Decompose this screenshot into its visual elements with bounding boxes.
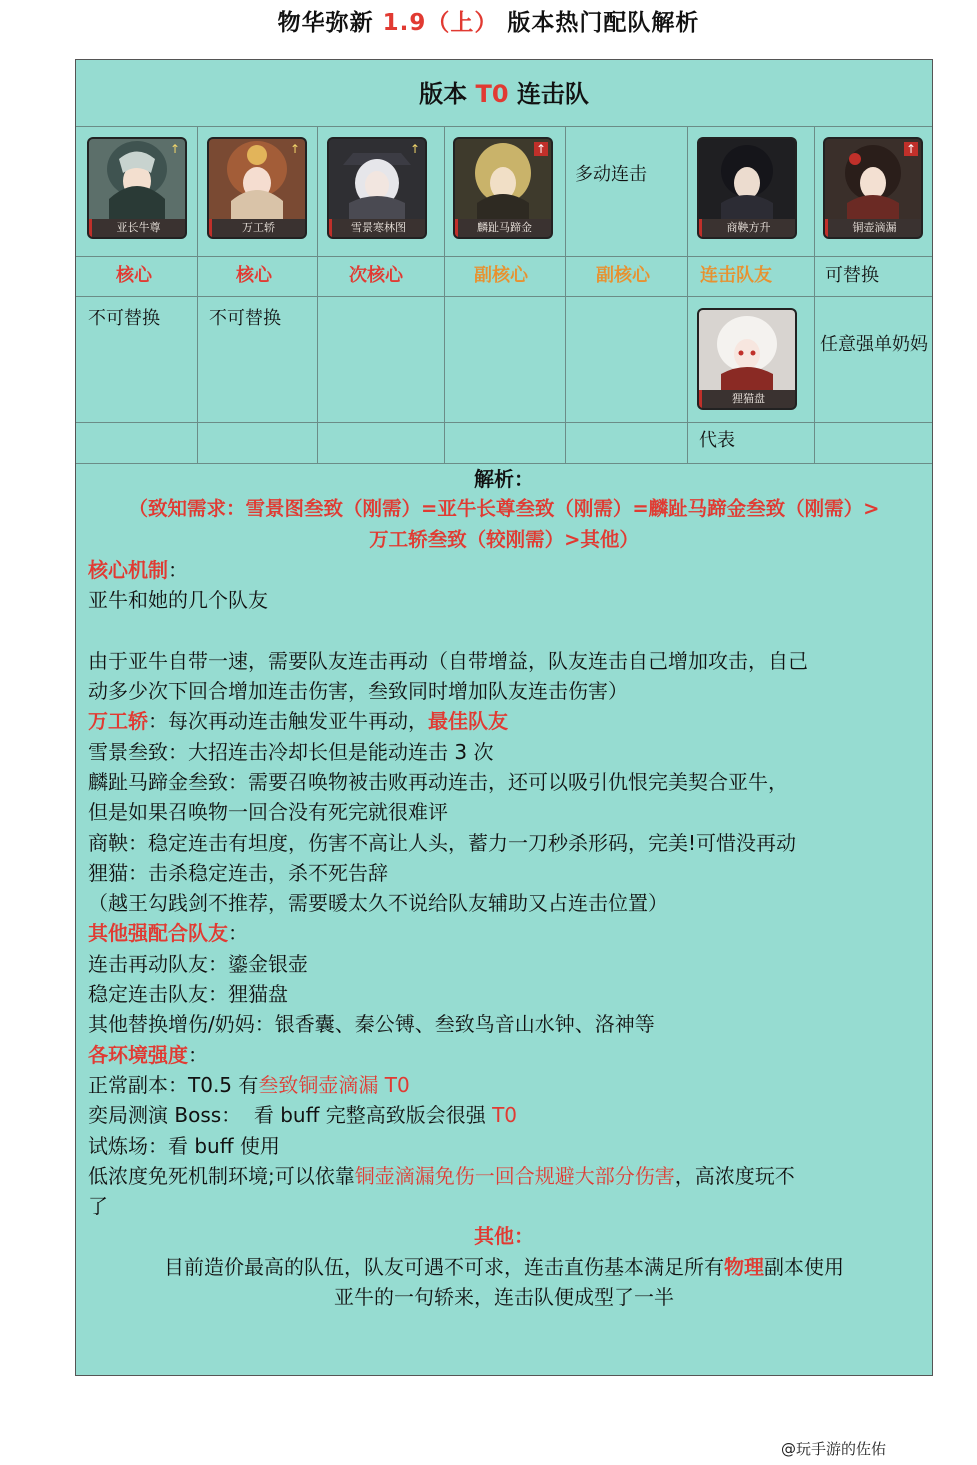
representative-label: 代表 (699, 430, 735, 451)
multi-move-label: 多动连击 (575, 164, 647, 185)
env-line-4: 低浓度免死机制环境;可以依靠铜壶滴漏免伤一回合规避大部分伤害，高浓度玩不 (88, 1163, 795, 1188)
requirement-line-1: （致知需求：雪景图叁致（刚需）=亚牛长尊叁致（刚需）=麟趾马蹄金叁致（刚需）> (128, 497, 880, 521)
core-mechanism-title: 核心机制： (88, 557, 188, 582)
other-line-2: 稳定连击队友：狸猫盘 (88, 982, 288, 1007)
note-any-healer: 任意强单奶妈 (820, 334, 928, 355)
role-core-1: 核心 (116, 265, 152, 286)
yuewang-line: （越王勾践剑不推荐，需要暖太久不说给队友辅助又占连击位置） (88, 891, 668, 916)
version-label: 1.9（上） (382, 10, 499, 36)
misc-title: 其他： (474, 1224, 534, 1249)
role-combo-partner: 连击队友 (700, 265, 772, 286)
xuejing-line: 雪景叁致：大招连击冷却长但是能动连击 3 次 (88, 739, 494, 764)
character-card-shangyang[interactable] (699, 139, 795, 237)
environment-title: 各环境强度： (88, 1042, 208, 1067)
character-card-yaniu[interactable] (89, 139, 185, 237)
core-paragraph-1: 亚牛和她的几个队友 (88, 588, 268, 613)
limao-line: 狸猫：击杀稳定连击，杀不死告辞 (88, 860, 388, 885)
role-replaceable: 可替换 (825, 265, 879, 286)
misc-line-2: 亚牛的一句轿来，连击队便成型了一半 (334, 1285, 674, 1310)
character-card-xuejing[interactable] (329, 139, 425, 237)
note-irreplaceable-1: 不可替换 (88, 308, 160, 329)
other-line-3: 其他替换增伤/奶妈：银香囊、秦公镈、叁致鸟音山水钟、洛神等 (88, 1012, 655, 1037)
other-line-1: 连击再动队友：鎏金银壶 (88, 951, 308, 976)
character-card-limaopan[interactable] (699, 310, 795, 408)
character-portrait (699, 310, 795, 390)
requirement-line-2: 万工轿叁致（较刚需）>其他） (369, 527, 639, 551)
role-core-2: 核心 (236, 265, 272, 286)
character-name: 亚长牛尊 (89, 219, 185, 237)
role-vice-core-2: 副核心 (596, 265, 650, 286)
character-portrait (699, 139, 795, 219)
character-name: 麟趾马蹄金 (455, 219, 551, 237)
linzhi-line-2: 但是如果召唤物一回合没有死完就很难评 (88, 800, 448, 825)
analysis-heading: 解析： (474, 467, 534, 491)
other-partners-title: 其他强配合队友： (88, 921, 248, 946)
env-line-4-cont: 了 (88, 1194, 108, 1219)
page-title: 物华弥新 1.9（上） 版本热门配队解析 (277, 10, 700, 36)
character-name: 铜壶滴漏 (825, 219, 921, 237)
author-credit: @玩手游的佐佑 (780, 1440, 886, 1458)
character-name: 万工轿 (209, 219, 305, 237)
team-name: 版本 T0 连击队 (419, 80, 589, 108)
env-line-2: 奕局测演 Boss： 看 buff 完整高致版会很强 T0 (88, 1103, 518, 1128)
character-name: 雪景寒林图 (329, 219, 425, 237)
upgrade-arrow-icon: ↑ (409, 142, 421, 156)
role-sub-core: 次核心 (349, 265, 403, 286)
env-line-1: 正常副本：T0.5 有叁致铜壶滴漏 T0 (88, 1072, 410, 1097)
character-card-tonghu[interactable] (825, 139, 921, 237)
core-paragraph-2a: 由于亚牛自带一速，需要队友连击再动（自带增益，队友连击自己增加攻击，自己 (88, 648, 808, 673)
note-irreplaceable-2: 不可替换 (209, 308, 281, 329)
upgrade-arrow-icon: ↑ (169, 142, 181, 156)
character-card-linzhi[interactable] (455, 139, 551, 237)
character-name: 狸猫盘 (699, 390, 795, 408)
team-table (75, 59, 933, 1376)
role-vice-core-1: 副核心 (474, 265, 528, 286)
shangyang-line: 商鞅：稳定连击有坦度，伤害不高让人头，蓄力一刀秒杀形码，完美!可惜没再动 (88, 830, 797, 855)
analysis-section (88, 464, 920, 1312)
character-card-wangongjiao[interactable] (209, 139, 305, 237)
core-paragraph-2b: 动多少次下回合增加连击伤害，叁致同时增加队友连击伤害） (88, 679, 628, 704)
promotion-badge-icon: ↑ (535, 142, 547, 156)
wangongjiao-line: 万工轿：每次再动连击触发亚牛再动，最佳队友 (88, 709, 508, 734)
linzhi-line-1: 麟趾马蹄金叁致：需要召唤物被击败再动连击，还可以吸引仇恨完美契合亚牛， (88, 769, 788, 794)
misc-line-1: 目前造价最高的队伍，队友可遇不可求，连击直伤基本满足所有物理副本使用 (164, 1254, 844, 1279)
character-name: 商鞅方升 (699, 219, 795, 237)
env-line-3: 试炼场：看 buff 使用 (88, 1133, 280, 1158)
promotion-badge-icon: ↑ (905, 142, 917, 156)
upgrade-arrow-icon: ↑ (289, 142, 301, 156)
